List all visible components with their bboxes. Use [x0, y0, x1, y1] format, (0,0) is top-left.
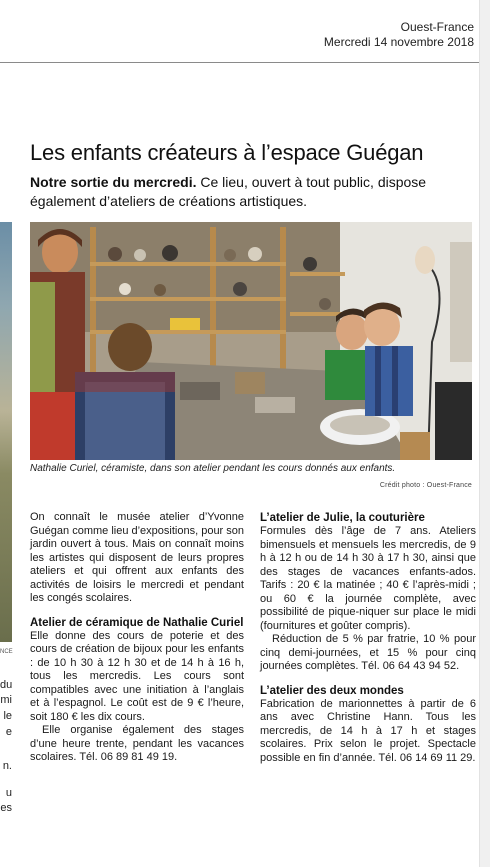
article-photo: [30, 222, 472, 460]
photo-credit: Crédit photo : Ouest-France: [379, 482, 472, 489]
previous-article-fragment: le: [3, 710, 12, 722]
section-paragraph: Formules dès l’âge de 7 ans. Ateliers bimensuels et mensuels les mercredis, de 9 h à 12 h ou de 14 h 30 à 17 h 30, ainsi que des stages de vacances enfants-ados. Tarifs : 20 € la matinée ; 40 € l’après-midi ; ou 60 € la journée complète, avec possibilité de pique-niquer sur place le midi (fournitures et goûter compris).: [260, 525, 476, 632]
header-rule: [0, 62, 490, 63]
publication-name: Ouest-France: [400, 20, 474, 34]
previous-article-photo: [0, 222, 12, 642]
article-column-left: [30, 511, 244, 765]
previous-article-fragment: n.: [2, 760, 12, 772]
previous-article-fragment: u: [5, 787, 12, 799]
article-lead: [30, 173, 470, 211]
section-heading-marionnettes: L’atelier des deux mondes: [260, 684, 404, 697]
masthead: [324, 20, 474, 50]
previous-article-fragment: es: [0, 802, 12, 814]
article-intro: On connaît le musée atelier d’Yvonne Guégan comme lieu d’expositions, pour son jardin ouvert à tous. Mais on connaît moins les artistes qui disposent de leurs propres ateliers et qui offrent aux enfants des activités de loisirs le mercredi et pendant les congés scolaires.: [30, 511, 245, 604]
scrollbar[interactable]: [479, 0, 490, 867]
article-title: Les enfants créateurs à l’espace Guégan: [30, 140, 424, 165]
previous-article-credit: NCE: [0, 649, 13, 655]
section-heading-couture: L’atelier de Julie, la couturière: [260, 512, 425, 524]
previous-article-fragment: mi: [0, 694, 12, 706]
previous-article-fragment: e: [5, 726, 12, 738]
section-paragraph: Fabrication de marionnettes à partir de 6 ans avec Christine Hann. Tous les mercredis, de 14 h à 17 h et stages scolaires. Prix selon le projet. Spectacle possible en fin d’année. Tél. 06 14 69 11 29.: [260, 697, 476, 764]
lead-text: Ce lieu, ouvert à tout public, dispose également d’ateliers de créations artistiques.: [30, 174, 427, 209]
lead-label: Notre sortie du mercredi.: [30, 174, 197, 190]
photo-caption: Nathalie Curiel, céramiste, dans son atelier pendant les cours donnés aux enfants.: [30, 463, 396, 474]
article-column-right: [260, 511, 476, 765]
section-paragraph: Réduction de 5 % par fratrie, 10 % pour cinq demi-journées, et 15 % pour cinq journées complètes. Tél. 06 64 43 94 52.: [260, 633, 476, 672]
section-heading-ceramique: Atelier de céramique de Nathalie Curiel: [30, 616, 244, 629]
previous-article-fragment: du: [0, 679, 12, 691]
publication-date: Mercredi 14 novembre 2018: [323, 35, 474, 49]
section-paragraph: Elle donne des cours de poterie et des cours de création de bijoux pour les enfants : de 10 h 30 à 12 h 30 et de 14 h à 16 h, tous les mercredis. Les cours sont compatibles avec une initiation à l’anglais et à l’espagnol. Le coût est de 9 € l’heure, soit 180 € les dix cours.: [30, 629, 244, 723]
section-paragraph: Elle organise également des stages d’une heure trente, pendant les vacances scolaires. Tél. 06 89 81 49 19.: [30, 724, 244, 763]
